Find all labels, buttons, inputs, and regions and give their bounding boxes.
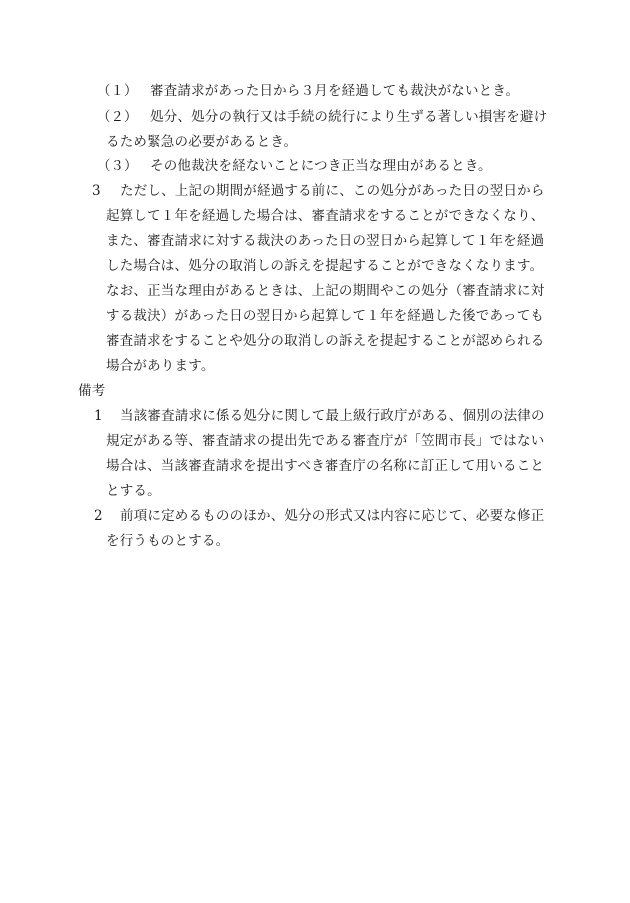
- item-3-line-3: また、審査請求に対する裁決のあった日の翌日から起算して１年を経過: [106, 233, 545, 249]
- sub-item-1-label: （１）: [97, 83, 138, 99]
- remark-1-label: 1: [94, 408, 103, 424]
- remark-1-line-2: 規定がある等、審査請求の提出先である審査庁が「笠間市長」ではない: [106, 433, 545, 449]
- remark-2-line-1: 前項に定めるもののほか、処分の形式又は内容に応じて、必要な修正: [120, 508, 545, 524]
- sub-item-1-line-1: 審査請求があった日から３月を経過しても裁決がないとき。: [150, 83, 520, 99]
- remark-2-label: 2: [94, 508, 103, 524]
- remark-1-line-3: 場合は、当該審査請求を提出すべき審査庁の名称に訂正して用いること: [106, 458, 545, 474]
- item-3-line-1: ただし、上記の期間が経過する前に、この処分があった日の翌日から: [120, 183, 545, 199]
- sub-item-3-line-1: その他裁決を経ないことにつき正当な理由があるとき。: [150, 158, 492, 174]
- remark-2-line-2: を行うものとする。: [106, 533, 230, 549]
- sub-item-3-label: （３）: [97, 158, 138, 174]
- item-3-line-5: なお、正当な理由があるときは、上記の期間やこの処分（審査請求に対: [106, 283, 545, 299]
- remark-1-line-4: とする。: [106, 483, 161, 499]
- remark-1-line-1: 当該審査請求に係る処分に関して最上級行政庁がある、個別の法律の: [120, 408, 545, 424]
- remarks-heading: 備考: [78, 383, 106, 399]
- item-3-line-4: した場合は、処分の取消しの訴えを提起することができなくなります。: [106, 258, 544, 274]
- item-3-label: 3: [92, 183, 101, 199]
- item-3-line-8: 場合があります。: [106, 358, 215, 374]
- sub-item-2-line-2: るため緊急の必要があるとき。: [106, 134, 298, 150]
- item-3-line-7: 審査請求をすることや処分の取消しの訴えを提起することが認められる: [106, 333, 545, 349]
- sub-item-2-line-1: 処分、処分の執行又は手続の続行により生ずる著しい損害を避け: [150, 109, 548, 125]
- item-3-line-2: 起算して１年を経過した場合は、審査請求をすることができなくなり、: [106, 208, 545, 224]
- item-3-line-6: する裁決）があった日の翌日から起算して１年を経過した後であっても: [106, 308, 545, 324]
- sub-item-2-label: （２）: [97, 109, 138, 125]
